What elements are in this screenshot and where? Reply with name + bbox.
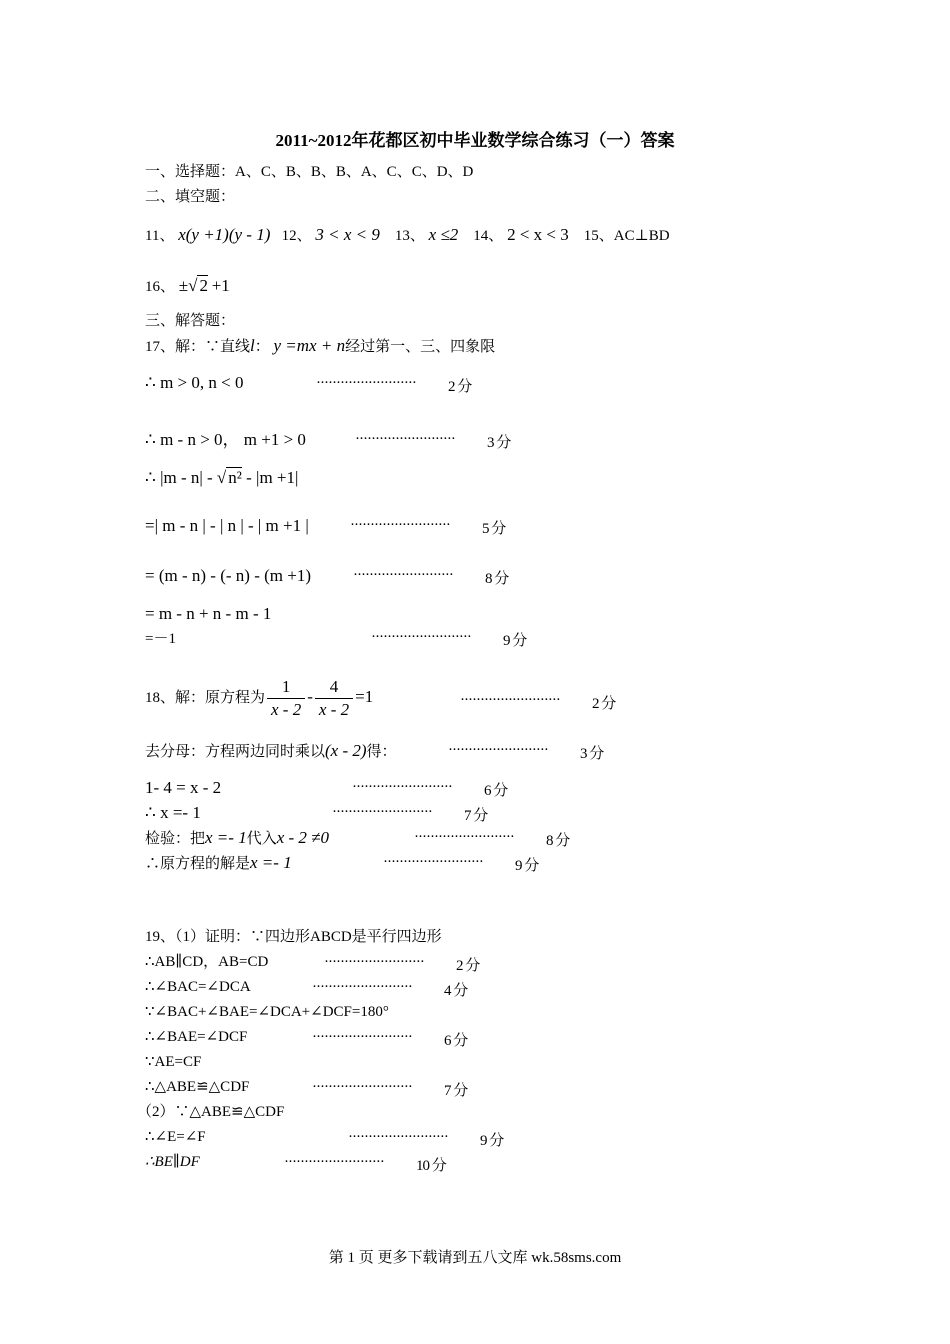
p17-intro-text: 17、解：∵直线 [145, 339, 251, 355]
p18-score-2: 3 分 [580, 746, 604, 762]
p18-score-1: 2 分 [592, 696, 616, 712]
p18-check [145, 828, 329, 848]
section-fill: 二、填空题： [145, 189, 236, 205]
p17-colon: ： [254, 339, 270, 355]
p19-step3: ∴∠BAC=∠DCA [145, 979, 251, 995]
q16-tail: +1 [211, 276, 230, 295]
p18-fraction-2 [315, 676, 353, 721]
p17-step3-a: ∴ |m - n| - [145, 468, 217, 487]
p18-intro [145, 676, 373, 721]
q11-label: 11、 [145, 228, 175, 244]
p19-score-3: 4 分 [444, 983, 468, 999]
p18-conclusion-text: ∴原方程的解是 [145, 856, 251, 872]
q16-label: 16、 [145, 279, 176, 295]
p19-dots-3: ························· [312, 979, 412, 995]
p17-step3-radicand: n² [228, 468, 242, 487]
p18-dots-1: ························· [460, 692, 560, 708]
p18-score-6: 9 分 [515, 858, 539, 874]
p18-conclusion-value: x =- 1 [250, 853, 292, 872]
page-footer: 第 1 页 更多下载请到五八文库 wk.58sms.com [328, 1250, 622, 1266]
q14-label: 14、 [473, 228, 504, 244]
p18-dots-3: ························· [352, 779, 452, 795]
p18-dots-2: ························· [448, 742, 548, 758]
p18-score-5: 8 分 [546, 833, 570, 849]
p18-dots-4: ························· [332, 804, 432, 820]
q13-answer: x ≤2 [428, 225, 459, 244]
p19-score-9: 9 分 [480, 1133, 504, 1149]
p19-dots-2: ························· [324, 954, 424, 970]
p18-conclusion [145, 853, 292, 873]
p19-step9: ∴∠E=∠F [145, 1129, 206, 1145]
p17-line-symbol: l [250, 336, 255, 355]
p18-check-value: x =- 1 [205, 828, 247, 847]
p17-step5: = (m - n) - (- n) - (m +1) [145, 566, 311, 585]
p18-score-4: 7 分 [464, 808, 488, 824]
p19-part2: （2）∵△ABE≌△CDF [137, 1104, 285, 1120]
p18-fraction-1 [267, 676, 305, 721]
p17-dots-1: ························· [316, 375, 416, 391]
p19-step6: ∵AE=CF [145, 1054, 202, 1070]
p17-step2: ∴ m - n > 0， m +1 > 0 [145, 430, 306, 449]
p17-equation: y =mx + n [273, 336, 346, 355]
p17-step4: =| m - n | - | n | - | m +1 | [145, 516, 309, 535]
p19-step7: ∴△ABE≌△CDF [145, 1079, 250, 1095]
q16-radicand: 2 [199, 276, 208, 295]
p17-score-5: 8 分 [485, 571, 509, 587]
q15-answer: 15、AC⊥BD [583, 228, 670, 244]
p18-check-text: 检验：把 [145, 831, 206, 847]
p18-intro-text: 18、解：原方程为 [145, 690, 266, 707]
p18-step2-tail: 得： [366, 744, 397, 760]
p17-step1: ∴ m > 0, n < 0 [145, 373, 244, 392]
q13-label: 13、 [394, 228, 425, 244]
p19-score-2: 2 分 [456, 958, 480, 974]
p18-equals-one: =1 [355, 687, 374, 707]
p18-f2-numerator: 4 [315, 676, 353, 699]
p18-f2-denominator: x - 2 [318, 700, 350, 720]
p17-score-1: 2 分 [448, 379, 472, 395]
section-solve: 三、解答题： [145, 313, 236, 329]
p17-dots-2: ························· [355, 431, 455, 447]
p18-check-substitute: 代入 [246, 831, 277, 847]
p19-step2: ∴AB∥CD，AB=CD [145, 954, 269, 970]
p18-check-expr: x - 2 ≠0 [276, 828, 330, 847]
p19-dots-5: ························· [312, 1029, 412, 1045]
p17-step3-b: - |m +1| [241, 468, 299, 487]
p19-step4: ∵∠BAC+∠BAE=∠DCA+∠DCF=180° [145, 1004, 389, 1020]
p18-minus: - [307, 687, 313, 707]
p17-step6: = m - n + n - m - 1 [145, 604, 272, 623]
p17-dots-5: ························· [353, 567, 453, 583]
p18-dots-5: ························· [414, 829, 514, 845]
q16-row: 16、 ±√ 2 +1 [145, 276, 230, 295]
p17-intro [145, 336, 495, 356]
section-choice: 一、选择题：A、C、B、B、B、A、C、C、D、D [145, 164, 474, 180]
p19-score-7: 7 分 [444, 1083, 468, 1099]
p17-quadrant-text: 经过第一、三、四象限 [345, 339, 496, 355]
p18-step2-text: 去分母：方程两边同时乘以 [145, 744, 326, 760]
p19-step1: 19、（1）证明：∵四边形ABCD是平行四边形 [145, 929, 442, 945]
p17-score-7: 9 分 [503, 633, 527, 649]
p18-step4: ∴ x =- 1 [145, 803, 201, 822]
p17-score-2: 3 分 [487, 435, 511, 451]
p17-step7: =－1 [145, 631, 176, 647]
p18-score-3: 6 分 [484, 783, 508, 799]
p18-step2-expr: (x - 2) [325, 741, 367, 760]
p17-step3: ∴ |m - n| - √ n² - |m +1| [145, 468, 299, 487]
p19-step5: ∴∠BAE=∠DCF [145, 1029, 248, 1045]
p18-f1-numerator: 1 [267, 676, 305, 699]
p17-dots-7: ························· [371, 629, 471, 645]
p18-step3: 1- 4 = x - 2 [145, 778, 222, 797]
fill-answers-row [145, 225, 670, 245]
p19-score-5: 6 分 [444, 1033, 468, 1049]
p18-f1-denominator: x - 2 [271, 700, 302, 720]
page-title: 2011~2012年花都区初中毕业数学综合练习（一）答案 [275, 131, 675, 150]
p17-dots-4: ························· [350, 517, 450, 533]
p18-dots-6: ························· [383, 854, 483, 870]
p19-step10: ∴BE∥DF [145, 1154, 200, 1170]
q12-label: 12、 [281, 228, 312, 244]
p18-step2 [145, 741, 397, 761]
q16-pm: ± [178, 276, 189, 295]
q14-answer: 2 < x < 3 [507, 225, 569, 244]
p19-dots-7: ························· [312, 1079, 412, 1095]
q12-answer: 3 < x < 9 [315, 225, 380, 244]
p19-dots-10: ························· [284, 1154, 384, 1170]
p19-score-10: 10 分 [416, 1158, 446, 1174]
p19-dots-9: ························· [348, 1129, 448, 1145]
p17-score-4: 5 分 [482, 521, 506, 537]
q11-answer: x(y +1)(y - 1) [178, 225, 271, 244]
